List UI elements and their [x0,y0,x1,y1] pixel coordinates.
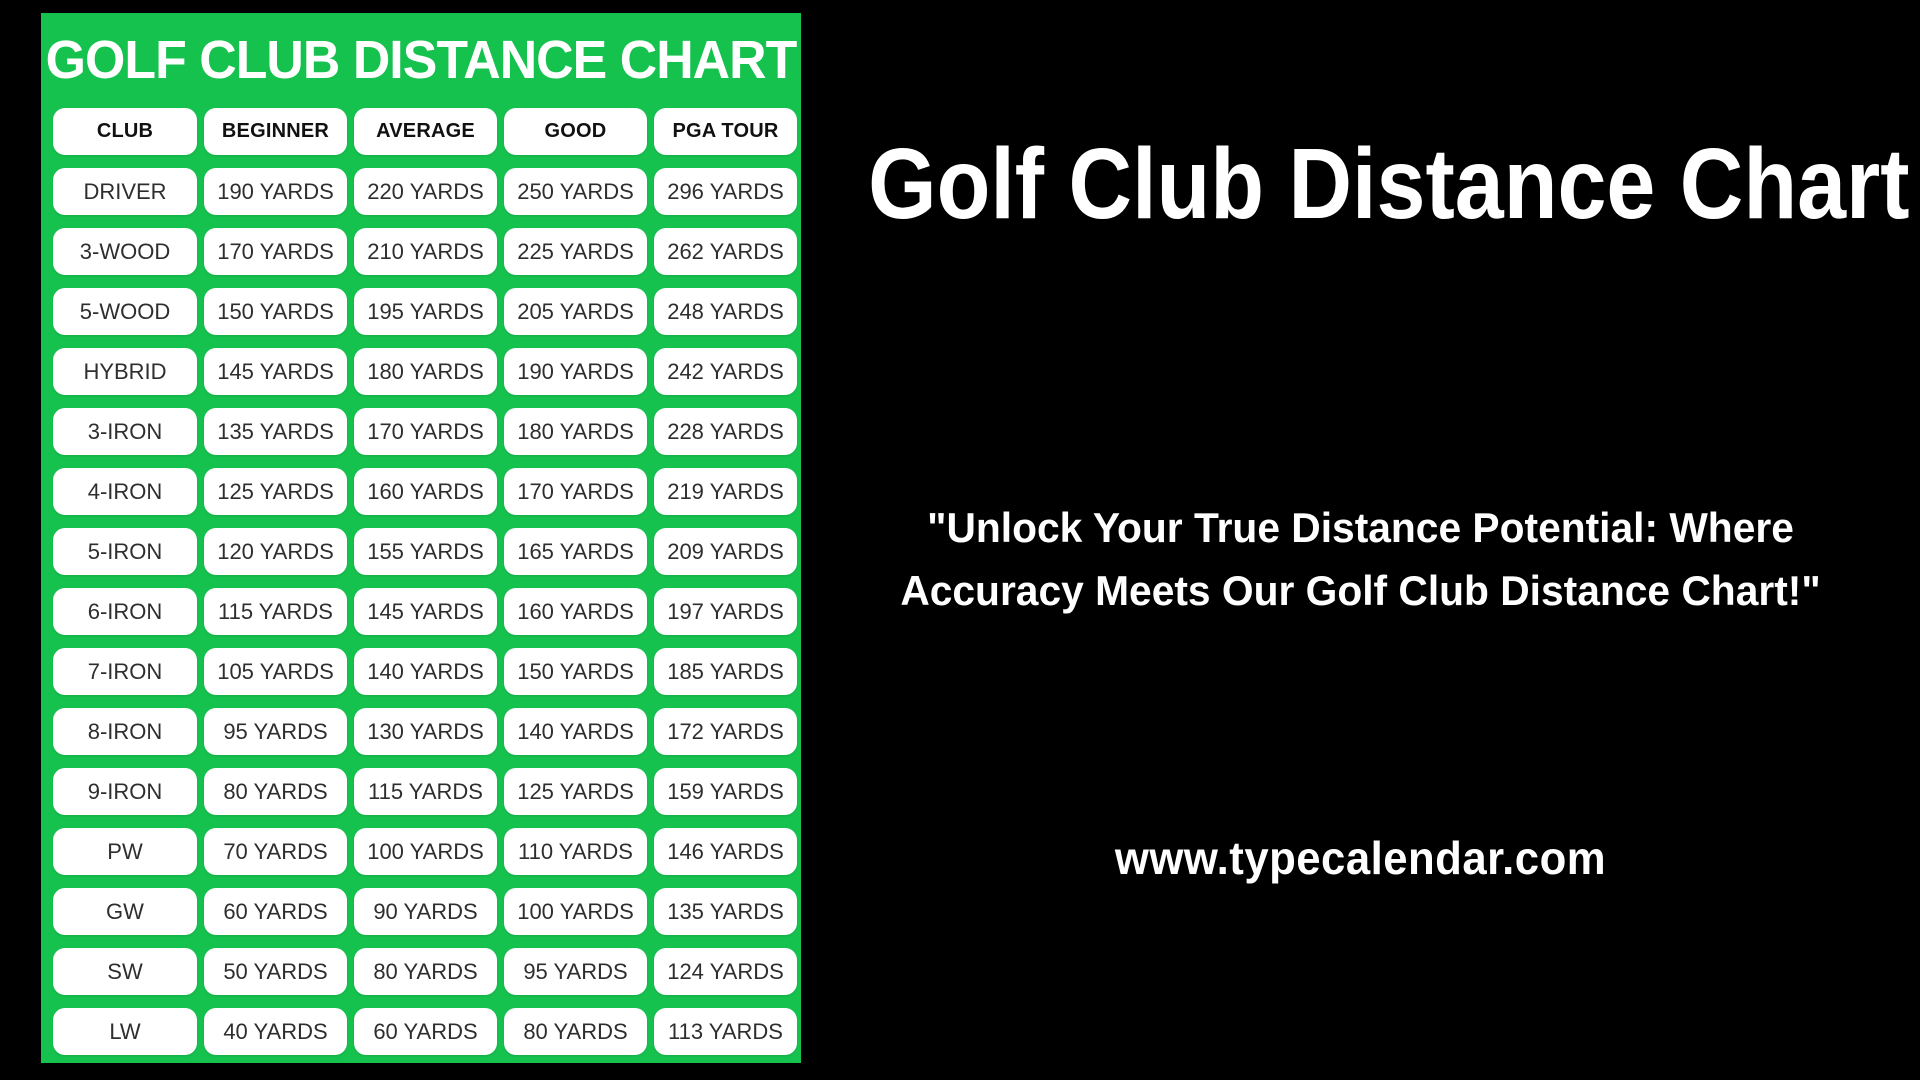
distance-table [41,107,801,1055]
distance-value: 145 YARDS [354,588,497,635]
club-name: 7-IRON [53,648,197,695]
club-name: 4-IRON [53,468,197,515]
distance-value: 125 YARDS [204,468,347,515]
distance-value: 262 YARDS [654,228,797,275]
distance-value: 170 YARDS [354,408,497,455]
club-name: LW [53,1008,197,1055]
distance-value: 135 YARDS [204,408,347,455]
club-name: 5-IRON [53,528,197,575]
distance-value: 113 YARDS [654,1008,797,1055]
club-name: DRIVER [53,168,197,215]
distance-value: 90 YARDS [354,888,497,935]
chart-panel-title: GOLF CLUB DISTANCE CHART [45,30,797,90]
distance-value: 125 YARDS [504,768,647,815]
distance-value: 159 YARDS [654,768,797,815]
distance-value: 100 YARDS [504,888,647,935]
distance-value: 225 YARDS [504,228,647,275]
distance-value: 205 YARDS [504,288,647,335]
distance-value: 210 YARDS [354,228,497,275]
distance-value: 155 YARDS [354,528,497,575]
distance-value: 115 YARDS [204,588,347,635]
distance-value: 80 YARDS [204,768,347,815]
distance-value: 60 YARDS [204,888,347,935]
website-url: www.typecalendar.com [1114,832,1607,884]
distance-value: 120 YARDS [204,528,347,575]
club-name: GW [53,888,197,935]
distance-value: 248 YARDS [654,288,797,335]
distance-value: 105 YARDS [204,648,347,695]
distance-value: 170 YARDS [504,468,647,515]
column-header: BEGINNER [204,108,347,155]
column-header: CLUB [53,108,197,155]
column-header: GOOD [504,108,647,155]
club-name: PW [53,828,197,875]
distance-value: 165 YARDS [504,528,647,575]
column-header: AVERAGE [354,108,497,155]
distance-value: 195 YARDS [354,288,497,335]
column-header: PGA TOUR [654,108,797,155]
distance-value: 124 YARDS [654,948,797,995]
distance-value: 197 YARDS [654,588,797,635]
distance-value: 190 YARDS [504,348,647,395]
distance-value: 228 YARDS [654,408,797,455]
distance-value: 110 YARDS [504,828,647,875]
distance-value: 242 YARDS [654,348,797,395]
distance-value: 160 YARDS [504,588,647,635]
distance-value: 50 YARDS [204,948,347,995]
tagline-quote-line1: "Unlock Your True Distance Potential: Where [927,504,1794,551]
distance-value: 70 YARDS [204,828,347,875]
distance-value: 60 YARDS [354,1008,497,1055]
distance-value: 150 YARDS [204,288,347,335]
club-name: 5-WOOD [53,288,197,335]
club-name: 3-IRON [53,408,197,455]
tagline-quote [818,496,1903,622]
distance-value: 219 YARDS [654,468,797,515]
club-name: 9-IRON [53,768,197,815]
club-name: SW [53,948,197,995]
distance-value: 140 YARDS [504,708,647,755]
distance-value: 140 YARDS [354,648,497,695]
distance-value: 146 YARDS [654,828,797,875]
distance-value: 150 YARDS [504,648,647,695]
distance-value: 180 YARDS [504,408,647,455]
club-name: 6-IRON [53,588,197,635]
distance-value: 40 YARDS [204,1008,347,1055]
distance-value: 95 YARDS [204,708,347,755]
distance-value: 185 YARDS [654,648,797,695]
page-title: Golf Club Distance Chart [868,128,1910,240]
distance-value: 250 YARDS [504,168,647,215]
distance-value: 130 YARDS [354,708,497,755]
club-name: HYBRID [53,348,197,395]
distance-value: 190 YARDS [204,168,347,215]
distance-value: 209 YARDS [654,528,797,575]
tagline-quote-line2: Accuracy Meets Our Golf Club Distance Chart!" [900,567,1821,614]
distance-value: 80 YARDS [504,1008,647,1055]
distance-chart-panel [41,13,801,1063]
right-text-panel [801,0,1920,1080]
distance-value: 170 YARDS [204,228,347,275]
distance-value: 80 YARDS [354,948,497,995]
distance-value: 145 YARDS [204,348,347,395]
distance-value: 100 YARDS [354,828,497,875]
distance-value: 160 YARDS [354,468,497,515]
distance-value: 180 YARDS [354,348,497,395]
distance-value: 95 YARDS [504,948,647,995]
club-name: 8-IRON [53,708,197,755]
distance-value: 220 YARDS [354,168,497,215]
distance-value: 172 YARDS [654,708,797,755]
club-name: 3-WOOD [53,228,197,275]
distance-value: 296 YARDS [654,168,797,215]
distance-value: 135 YARDS [654,888,797,935]
distance-value: 115 YARDS [354,768,497,815]
